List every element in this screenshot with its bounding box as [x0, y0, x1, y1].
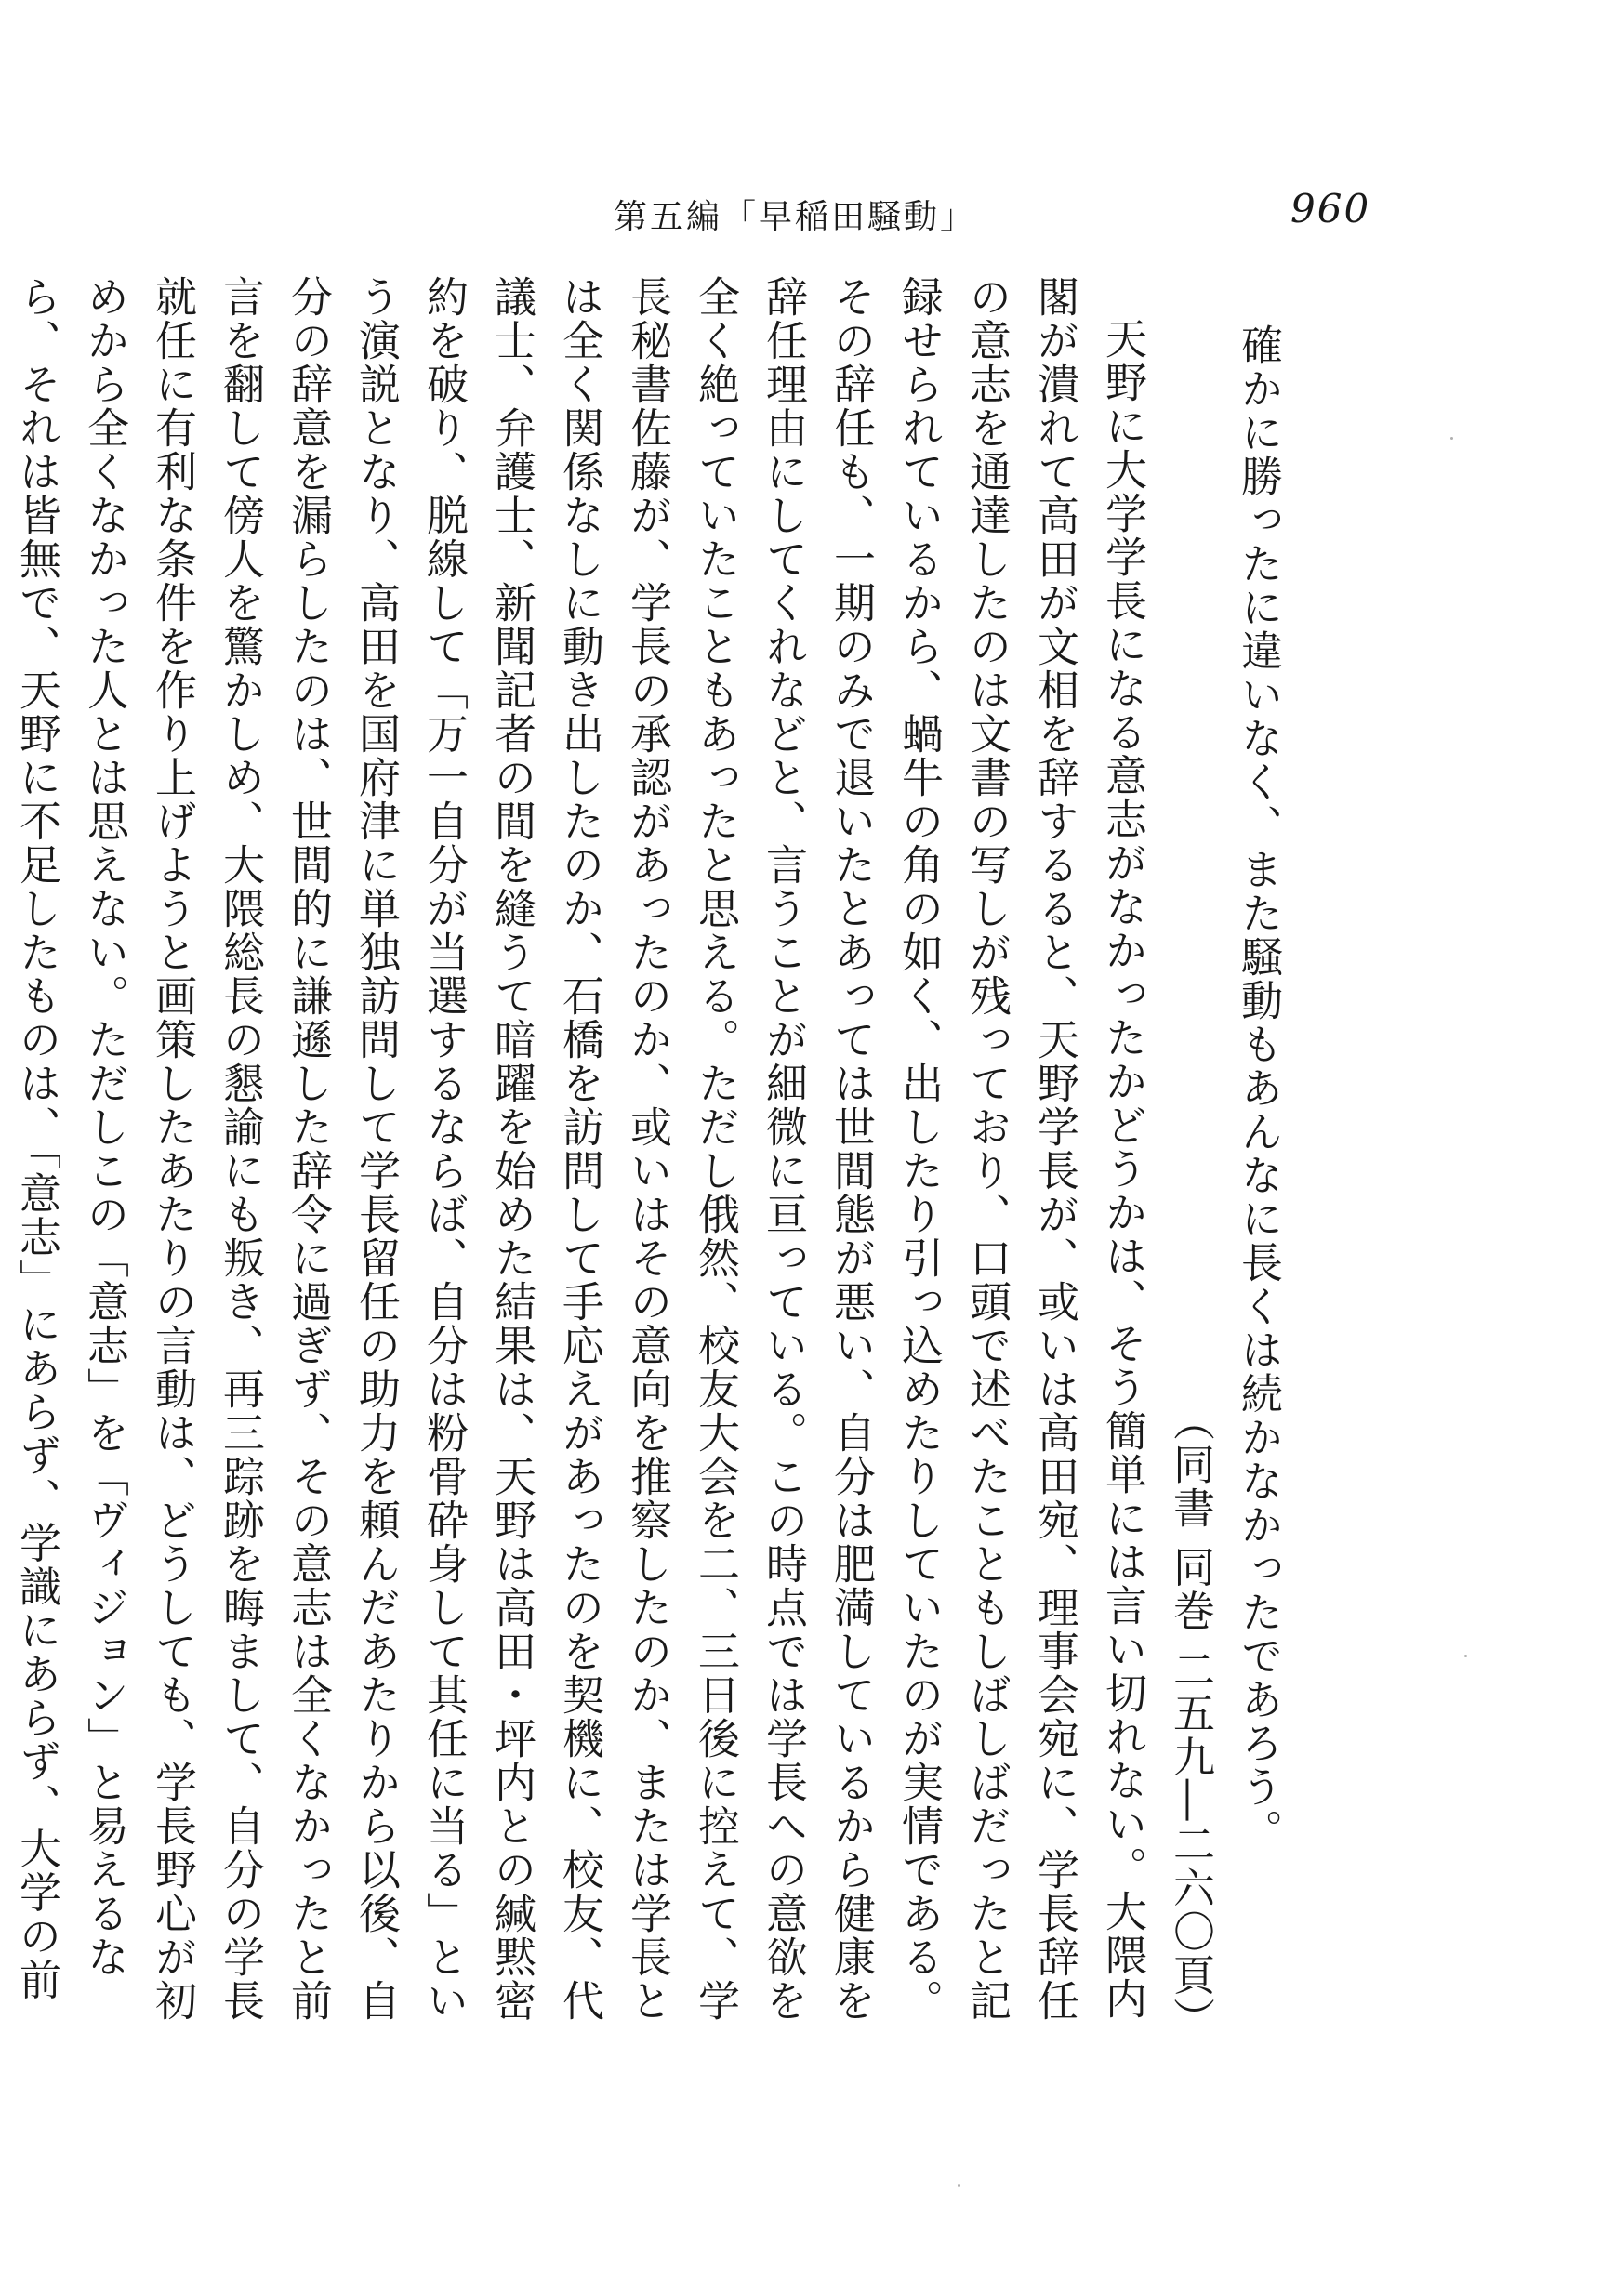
vertical-text-block [12, 275, 1292, 2041]
block-quote [1157, 275, 1292, 2041]
scan-speck [1450, 437, 1453, 440]
block-quote-text: 確かに勝ったに違いなく、また騒動もあんなに長くは続かなかったであろう。 [1234, 323, 1283, 1853]
page-number: 960 [1290, 186, 1371, 231]
running-head: 第五編「早稲田騒動」 [614, 198, 977, 236]
scan-speck [958, 2184, 960, 2187]
scan-speck [1464, 1655, 1467, 1657]
citation: （同書 同巻 二五九―二六〇頁） [1166, 1399, 1215, 2041]
body-paragraph: 天野に大学学長になる意志がなかったかどうかは、そう簡単には言い切れない。大隈内閣が潰れて高田が文相を辞するると、天野学長が、或いは高田宛、理事会宛に、学長辞任の意志を通達したのは文書の写しが残っており、口頭で述べたこともしばしばだったと記録せられているから、蝸牛の角の如く、出したり引っ込めたりしていたのが実情である。その辞任も、一期のみで退いたとあっては世間態が悪い、自分は肥満しているから健康を辞任理由にしてくれなどと、言うことが細微に亘っている。この時点では学長への意欲を全く絶っていたこともあったと思える。ただし俄然、校友大会を二、三日後に控えて、学長秘書佐藤が、学長の承認があったのか、或いはその意向を推察したのか、または学長とは全く関係なしに動き出したのか、石橋を訪問して手応えがあったのを契機に、校友、代議士、弁護士、新聞記者の間を縫うて暗躍を始めた結果は、天野は高田・坪内との緘黙密約を破り、脱線して「万一自分が当選するならば、自分は粉骨砕身して其任に当る」という演説となり、高田を国府津に単独訪問して学長留任の助力を頼んだあたりから以後、自分の辞意を漏らしたのは、世間的に謙遜した辞令に過ぎず、その意志は全くなかったと前言を翻して傍人を驚かしめ、大隈総長の懇諭にも叛き、再三踪跡を晦まして、自分の学長就任に有利な条件を作り上げようと画策したあたりの言動は、どうしても、学長野心が初めから全くなかった人とは思えない。ただしこの「意志」を「ヴィジョン」と易えるなら、それは皆無で、天野に不足したものは、「意志」にあらず、学識にあらず、大学の前 [12, 275, 1147, 2023]
